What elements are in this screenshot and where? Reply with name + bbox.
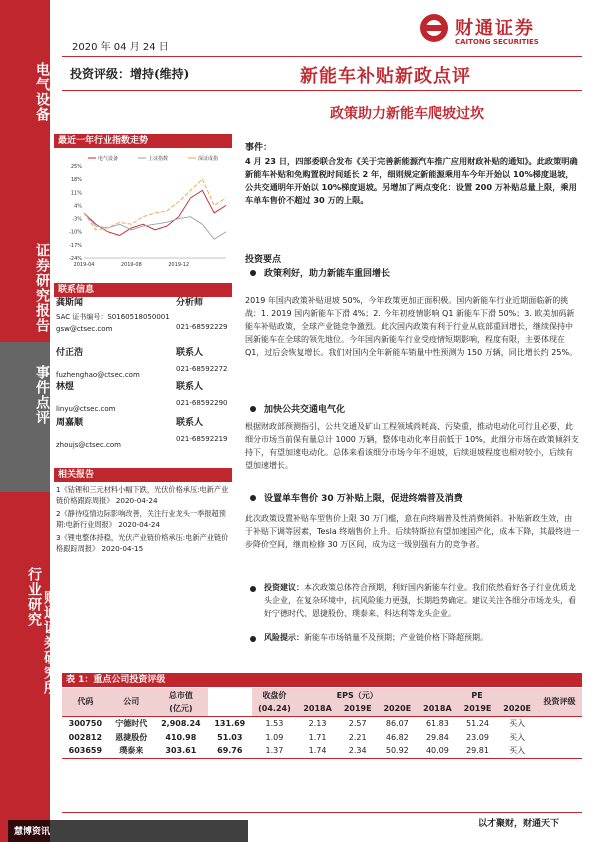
point5-heading: 风险提示： [264,633,304,642]
table-title: 表 1：重点公司投资评级 [62,673,582,687]
related-report-item[interactable] [56,508,234,530]
th-pe-2019: 2019E [458,702,498,716]
th-mktcap: 总市值 [154,688,208,702]
analyst-email[interactable]: linyu@ctsec.com [56,405,116,413]
th-eps-2020: 2020E [378,702,418,716]
related-report-title: 3《锂电整体持稳，光伏产业链价格承压:电新产业链价格跟踪周报》 [56,533,229,553]
x-tick-label: 2019-08 [120,262,142,268]
cell: 86.07 [385,718,409,728]
related-report-date: 2020-04-15 [101,544,144,553]
th-pe-2020: 2020E [497,702,537,716]
y-tick-label: 4% [74,203,82,210]
logo-cn: 财通证券 [455,18,535,39]
analyst-name: 林煜 [56,382,75,392]
analyst-phone: 021-68592219 [176,435,228,443]
point4-text: 本次政策总体符合预期，利好国内新能车行业。我们依然看好各子行业优质龙头企业，在复杂环境中，抗风险能力更强，长期趋势确定。建议关注各细分市场龙头，看好宁德时代、恩捷股份、璞泰来、科达利等龙头企业。 [264,583,576,618]
analyst-phone: 021-68592272 [176,365,228,373]
analyst-phone: 021-68592229 [176,323,228,331]
analyst-list [56,298,234,452]
sidebar-sector: 电气设备 [34,62,50,122]
point5 [264,631,580,644]
legend-label: 上证指数 [148,156,169,162]
point4 [264,581,580,620]
related-report-title: 1《钴锂和三元材料小幅下跌，光伏价格承压:电新产业链价格跟踪周报》 [56,485,229,505]
related-report-date: 2020-04-24 [115,496,158,505]
legend-label: 深证成指 [198,156,219,162]
contact-section-title: 联系信息 [54,283,232,297]
cell: 买入 [509,746,526,756]
cell: 璞泰来 [119,746,144,756]
cell: 69.76 [217,746,243,756]
analyst-role: 联系人 [176,382,204,392]
th-close: 收盘价 [252,688,298,702]
cell: 23.09 [466,732,489,742]
point3-text: 此次政策设置补贴车型售价上限 30 万门槛，意在向终端普及性消费倾斜。补贴新政生效，由于补贴下调等因素，Tesla 终端售价上升。后续特斯拉有望加速国产化，成本下降，其最终进一步降价空间，继而检修 30 万区间，成为这一级别强有力的竞争者。 [245,514,580,549]
sidebar-doc-type: 事件点评 [34,365,50,425]
y-tick-label: -10% [69,229,82,236]
cell: 2.57 [348,718,367,728]
analyst-0 [56,298,234,348]
th-code: 代码 [62,688,109,716]
y-tick-label: 11% [70,190,82,197]
report-subtitle: 政策助力新能车爬坡过坎 [330,106,484,122]
header-rule [62,56,582,57]
table-row [62,716,582,730]
table-row [62,730,582,744]
analyst-name: 付正浩 [56,348,84,358]
footer-rule [62,812,582,813]
cell: 51.03 [217,732,243,742]
point1-heading: 政策利好，助力新能车重回增长 [264,269,391,279]
caitong-logo-icon [418,12,450,44]
cell: 恩捷股份 [115,732,148,742]
th-rating: 投资评级 [537,688,582,716]
cell: 1.53 [265,718,284,728]
cell: 2,908.24 [161,718,201,728]
sidebar-report-type: 证券研究报告 [34,243,50,333]
cell: 40.09 [425,746,449,756]
analyst-name: 周嘉顺 [56,418,84,428]
event-text: 4 月 23 日，四部委联合发布《关于完善新能源汽车推广应用财政补贴的通知》。此政策明确新能车补贴和免购置税时间延长 2 年，细则规定新能源乘用车今年开始以 10%梯度退坡，公共交通明年开始以 10%梯度退坡。另增加了两点变化：设置 200 万补贴总量上限，乘用车单车售价不超过 30 万的上限。 [245,156,578,205]
cell: 300750 [68,718,103,728]
bullet-icon [250,586,256,592]
cell: 51.24 [466,718,489,728]
th-spacer [208,688,252,716]
analyst-email[interactable]: fuzhenghao@ctsec.com [56,371,140,379]
cell: 1.37 [265,746,284,756]
chart-section-title: 最近一年行业指数走势 [54,134,232,148]
sidebar-category1: 行业研究 [26,567,42,627]
table-header-row [62,688,582,702]
cell: 2.13 [308,718,327,728]
footer-slogan: 以才聚财，财通天下 [478,819,560,829]
point2-heading: 加快公共交通电气化 [264,405,346,415]
cell: 2.21 [348,732,367,742]
cell: 29.81 [466,746,489,756]
logo-en: CAITONG SECURITIES [455,38,539,46]
investment-rating: 投资评级：增持(维持) [70,67,190,81]
company-rating-table [62,688,582,759]
related-section-title: 相关报告 [54,468,232,482]
related-report-item[interactable] [56,484,234,506]
point2-text: 根据财政部预测指引，公共交通及矿山工程领域尚耗高、污染重，推动电动化可行且必要，此细分市场当前保有量总计 1000 万辆，整体电动化率目前低于 10%，此细分市场在政策倾斜支持下，有望加速电动化。总体来看该细分市场今年不退坡，后续退坡程度也相对较小，后续有望加速增长。 [245,422,579,470]
th-eps: EPS（元） [297,688,417,702]
report-title: 新能车补贴新政点评 [300,66,471,87]
analyst-2 [56,382,234,418]
point1-text: 2019 年国内政策补贴退坡 50%，今年政策更加正面积极。国内新能车行业近期面临新的挑战：1. 2019 国内新能车下滑 4%；2. 今年初疫情影响 Q1 新能车下滑 50%；3. 欧美加码新能车补贴政策，全球产业链竞争激烈。此次国内政策有利于行业从底部重回增长，继续保持中国新能车在全球的领先地位。今年国内新能车行业受疫情短期影响，程度有限，主要体现在 Q1，过后会恢复增长。我们对国内全年新能车销量中性预测为 150 万辆，同比增长约 25%。 [245,296,578,357]
report-date: 2020 年 04 月 24 日 [72,42,169,53]
legend-label: 电气设备 [98,156,119,162]
cell: 宁德时代 [115,718,148,728]
analyst-3 [56,418,234,452]
cell: 61.83 [425,718,449,728]
related-report-item[interactable] [56,532,234,554]
cell: 买入 [509,732,526,742]
y-tick-label: -3% [72,216,82,223]
industry-index-chart [54,152,232,270]
analyst-role: 联系人 [176,348,204,358]
analyst-email[interactable]: zhoujs@ctsec.com [56,441,121,449]
table-row [62,744,582,758]
analyst-role: 分析师 [176,298,204,308]
th-date: (04.24) [252,702,298,716]
point5-text: 新能车市场销量不及预期；产业链价格下降超预期。 [304,633,488,642]
cell: 002812 [68,732,103,742]
th-pe: PE [417,688,537,702]
series-line [84,179,226,230]
analyst-1 [56,348,234,382]
bullet-icon [250,406,256,412]
cell: 131.69 [214,718,246,728]
y-tick-label: 18% [70,177,82,184]
points-label: 投资要点 [245,255,282,265]
th-unit: (亿元) [154,702,208,716]
cell: 1.09 [265,732,284,742]
cell: 303.61 [165,746,197,756]
series-line [84,213,226,239]
cell: 46.82 [385,732,409,742]
cell: 2.34 [348,746,367,756]
y-tick-label: -24% [69,256,82,262]
watermark-text: 慧博资讯 [14,827,51,837]
analyst-role: 联系人 [176,418,204,428]
related-report-title: 2《静待疫情边际影响改善，关注行业龙头一季报超预期:电新行业周报》 [56,509,226,529]
cell: 603659 [68,746,103,756]
sidebar-category2: 财通证券研究所 [42,589,58,695]
bullet-icon [250,270,256,276]
cell: 50.92 [385,746,409,756]
cell: 买入 [509,718,526,728]
cell: 1.74 [308,746,327,756]
analyst-id: SAC 证书编号：S0160518050001 [56,313,170,321]
y-tick-label: 25% [70,164,82,170]
related-report-date: 2020-04-24 [118,520,161,529]
title-rule [62,90,582,91]
cell: 29.84 [425,732,449,742]
cell: 410.98 [165,732,197,742]
x-tick-label: 2019-12 [168,262,190,268]
th-eps-2019: 2019E [338,702,378,716]
analyst-name: 龚斯闻 [56,298,84,308]
th-pe-2018: 2018A [417,702,458,716]
event-label: 事件： [245,143,273,153]
analyst-phone: 021-68592290 [176,399,228,407]
y-tick-label: -17% [69,242,82,249]
x-tick-label: 2019-04 [73,262,95,268]
th-company: 公司 [109,688,154,716]
th-eps-2018: 2018A [297,702,338,716]
related-reports [56,484,234,554]
point3-heading: 设置单车售价 30 万补贴上限，促进终端普及消费 [264,494,463,504]
bullet-icon [250,636,256,642]
analyst-email[interactable]: gsw@ctsec.com [56,325,113,333]
bullet-icon [250,495,256,501]
point4-heading: 投资建议： [264,583,304,592]
cell: 1.71 [308,732,327,742]
